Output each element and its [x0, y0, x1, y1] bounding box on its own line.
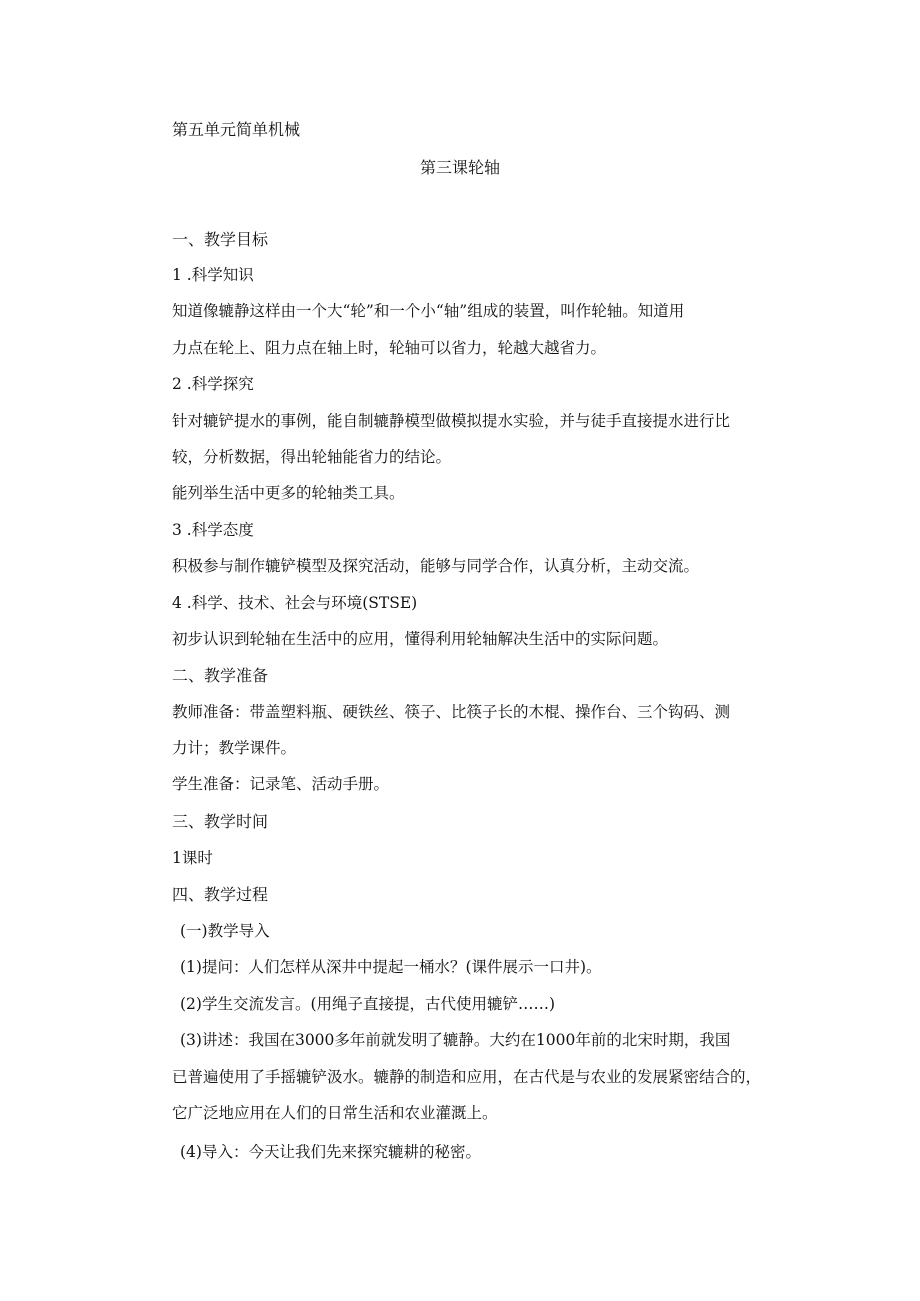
- prep-student: 学生准备：记录笔、活动手册。: [172, 775, 390, 793]
- goal-2-heading: 2 .科学探究: [172, 375, 254, 393]
- goal-2-paragraph-line-1: 针对辘铲提水的事例，能自制辘静模型做模拟提水实验，并与徒手直接提水进行比: [172, 412, 731, 430]
- time-value: 1课时: [172, 849, 213, 867]
- intro-step-4: (4)导入：今天让我们先来探究辘耕的秘密。: [180, 1143, 481, 1161]
- goal-1-heading: 1 .科学知识: [172, 266, 254, 284]
- goal-1-paragraph-line-2: 力点在轮上、阻力点在轴上时，轮轴可以省力，轮越大越省力。: [172, 339, 607, 357]
- process-heading: 四、教学过程: [172, 885, 269, 904]
- goal-4-heading: 4 .科学、技术、社会与环境(STSE): [172, 594, 418, 612]
- goals-heading: 一、教学目标: [172, 230, 269, 249]
- unit-title: 第五单元简单机械: [172, 120, 301, 139]
- goal-2-paragraph-line-2: 较，分析数据，得出轮轴能省力的结论。: [172, 448, 452, 466]
- goal-1-paragraph-line-1: 知道像辘静这样由一个大“轮”和一个小“轴”组成的装置，叫作轮轴。知道用: [172, 302, 685, 320]
- goal-2-paragraph-2: 能列举生活中更多的轮轴类工具。: [172, 484, 405, 502]
- intro-heading: (一)教学导入: [180, 922, 270, 940]
- goal-4-paragraph: 初步认识到轮轴在生活中的应用，懂得利用轮轴解决生活中的实际问题。: [172, 630, 669, 648]
- intro-step-1: (1)提问：人们怎样从深井中提起一桶水？(课件展示一口井)。: [180, 958, 602, 976]
- goal-3-heading: 3 .科学态度: [172, 521, 254, 539]
- prep-teacher-line-1: 教师准备：带盖塑料瓶、硬铁丝、筷子、比筷子长的木棍、操作台、三个钩码、测: [172, 703, 731, 721]
- prep-teacher-line-2: 力计；教学课件。: [172, 739, 297, 757]
- intro-step-3-line-3: 它广泛地应用在人们的日常生活和农业灌溉上。: [172, 1104, 498, 1122]
- goal-3-paragraph: 积极参与制作辘铲模型及探究活动，能够与同学合作，认真分析，主动交流。: [172, 557, 700, 575]
- lesson-title: 第三课轮轴: [419, 158, 500, 177]
- intro-step-3-line-1: (3)讲述：我国在3000多年前就发明了辘静。大约在1000年前的北宋时期，我国: [180, 1031, 731, 1049]
- time-heading: 三、教学时间: [172, 812, 269, 831]
- prep-heading: 二、教学准备: [172, 666, 269, 685]
- intro-step-2: (2)学生交流发言。(用绳子直接提，古代使用辘铲……): [180, 995, 556, 1013]
- intro-step-3-line-2: 已普遍使用了手摇辘铲汲水。辘静的制造和应用，在古代是与农业的发展紧密结合的，: [172, 1068, 762, 1086]
